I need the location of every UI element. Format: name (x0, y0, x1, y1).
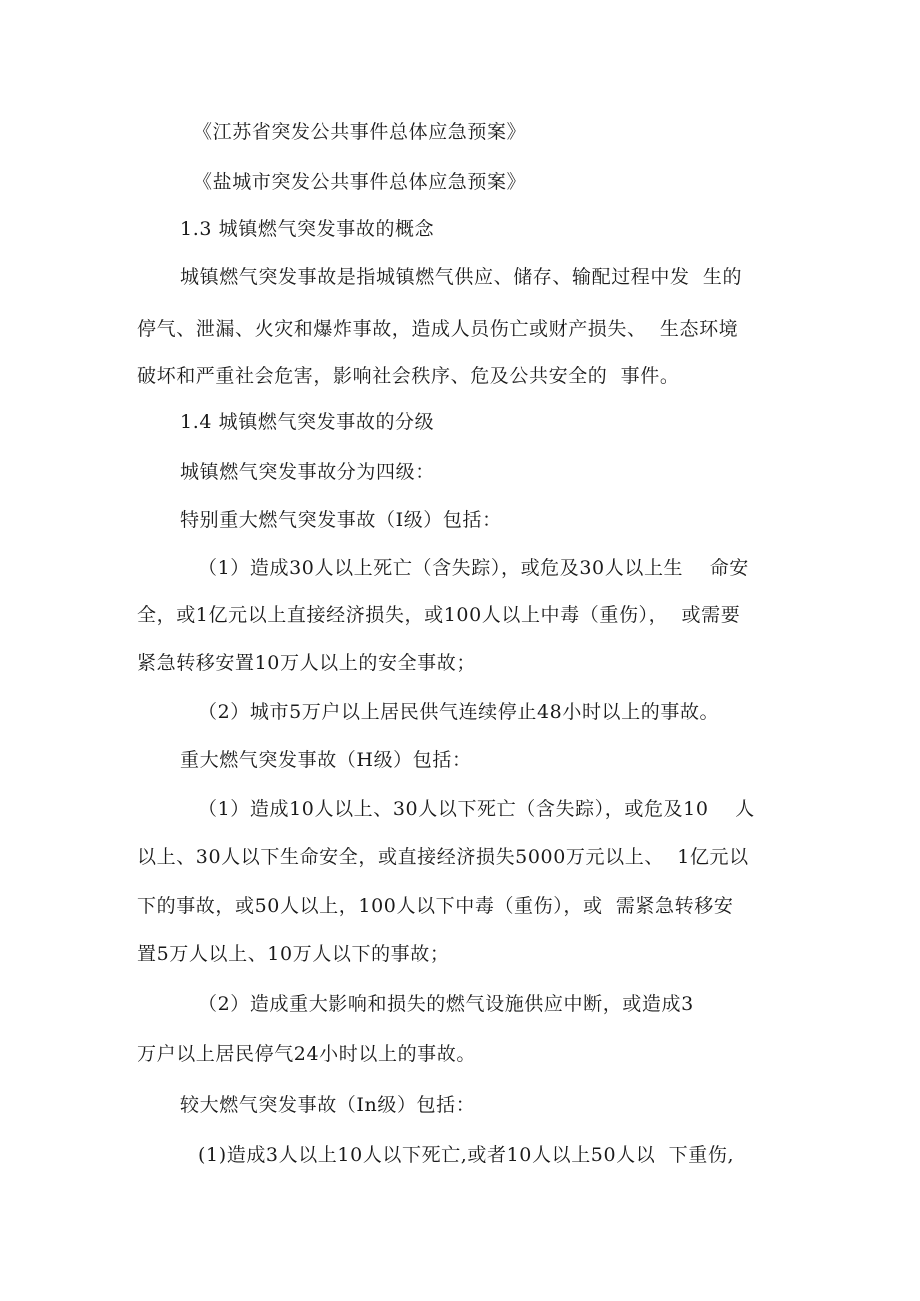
paragraph-line: 万户以上居民停气24小时以上的事故。 (137, 1043, 476, 1065)
paragraph-line: 全，或1亿元以上直接经济损失，或100人以上中毒（重伤）， 或需要 (137, 604, 741, 626)
subheading-line: 较大燃气突发事故（In级）包括： (180, 1094, 476, 1116)
subheading-line: 特别重大燃气突发事故（I级）包括： (180, 509, 502, 531)
list-item-line: （2）造成重大影响和损失的燃气设施供应中断，或造成3 (198, 993, 694, 1015)
reference-line: 《江苏省突发公共事件总体应急预案》 (193, 121, 527, 143)
reference-line: 《盐城市突发公共事件总体应急预案》 (193, 171, 527, 193)
paragraph-line: 停气、泄漏、火灾和爆炸事故，造成人员伤亡或财产损失、 生态环境 (137, 318, 739, 340)
paragraph-line: 城镇燃气突发事故是指城镇燃气供应、储存、输配过程中发 生的 (180, 266, 743, 288)
list-item-line: (1)造成3人以上10人以下死亡,或者10人以上50人以 下重伤, (198, 1144, 735, 1166)
list-item-line: （1）造成10人以上、30人以下死亡（含失踪），或危及10 人 (198, 798, 755, 820)
section-heading: 1.3 城镇燃气突发事故的概念 (180, 218, 435, 240)
paragraph-line: 破坏和严重社会危害，影响社会秩序、危及公共安全的 事件。 (137, 365, 680, 387)
paragraph-line: 城镇燃气突发事故分为四级： (180, 461, 435, 483)
list-item-line: （2）城市5万户以上居民供气连续停止48小时以上的事故。 (198, 701, 720, 723)
paragraph-line: 下的事故，或50人以上，100人以下中毒（重伤），或 需紧急转移安 (137, 895, 734, 917)
subheading-line: 重大燃气突发事故（H级）包括： (180, 749, 472, 771)
paragraph-line: 紧急转移安置10万人以上的安全事故； (137, 652, 476, 674)
paragraph-line: 以上、30人以下生命安全，或直接经济损失5000万元以上、 1亿元以 (137, 846, 749, 868)
paragraph-line: 置5万人以上、10万人以下的事故； (137, 943, 450, 965)
list-item-line: （1）造成30人以上死亡（含失踪），或危及30人以上生 命安 (198, 557, 749, 579)
section-heading: 1.4 城镇燃气突发事故的分级 (180, 411, 435, 433)
